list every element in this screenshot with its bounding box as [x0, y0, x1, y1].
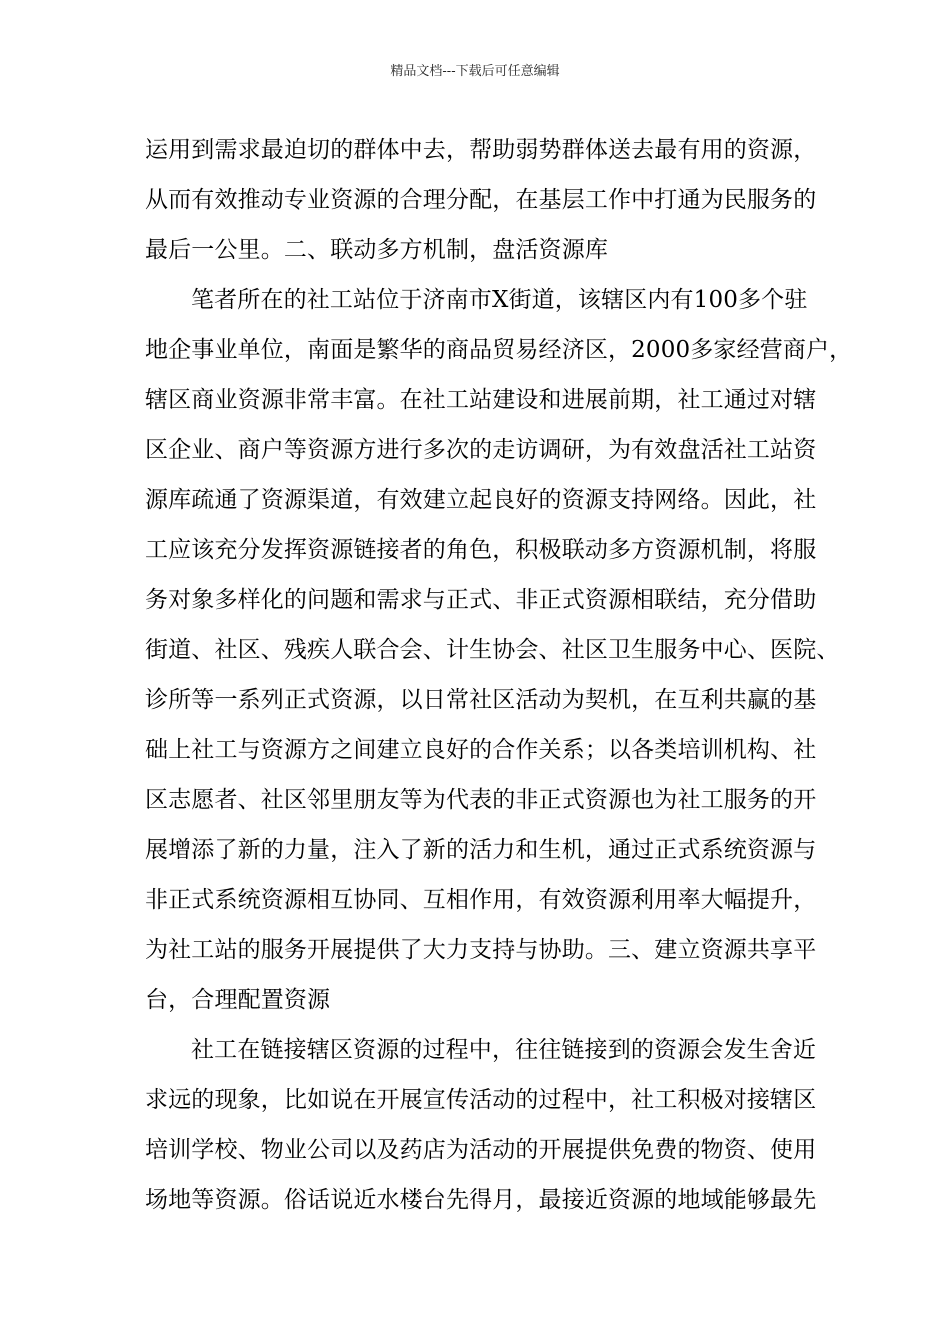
text-line: 源库疏通了资源渠道，有效建立起良好的资源支持网络。因此，社	[145, 487, 817, 513]
text-line: 培训学校、物业公司以及药店为活动的开展提供免费的物资、使用	[145, 1137, 817, 1163]
text-line: 础上社工与资源方之间建立良好的合作关系；以各类培训机构、社	[145, 737, 817, 763]
text-line: 辖区商业资源非常丰富。在社工站建设和进展前期，社工通过对辖	[145, 387, 817, 413]
text-line: 运用到需求最迫切的群体中去，帮助弱势群体送去最有用的资源，	[145, 137, 817, 163]
text-line: 诊所等一系列正式资源，以日常社区活动为契机，在互利共赢的基	[145, 687, 817, 713]
text-line: 街道、社区、残疾人联合会、计生协会、社区卫生服务中心、医院、	[145, 637, 840, 663]
text-line: 区志愿者、社区邻里朋友等为代表的非正式资源也为社工服务的开	[145, 787, 817, 813]
text-line: 为社工站的服务开展提供了大力支持与协助。三、建立资源共享平	[145, 937, 817, 963]
text-line: 展增添了新的力量，注入了新的活力和生机，通过正式系统资源与	[145, 837, 817, 863]
text-line: 务对象多样化的问题和需求与正式、非正式资源相联结，充分借助	[145, 587, 817, 613]
text-line: 台，合理配置资源	[145, 987, 331, 1013]
text-line: 场地等资源。俗话说近水楼台先得月，最接近资源的地域能够最先	[145, 1187, 817, 1213]
text-line: 求远的现象，比如说在开展宣传活动的过程中，社工积极对接辖区	[145, 1087, 817, 1113]
document-body	[145, 125, 853, 1225]
page-header: 精品文档---下载后可任意编辑	[390, 64, 560, 79]
paragraph-start-line: 笔者所在的社工站位于济南市X街道，该辖区内有100多个驻	[191, 287, 808, 313]
text-line: 工应该充分发挥资源链接者的角色，积极联动多方资源机制，将服	[145, 537, 817, 563]
text-line: 非正式系统资源相互协同、互相作用，有效资源利用率大幅提升，	[145, 887, 817, 913]
text-line: 最后一公里。二、联动多方机制，盘活资源库	[145, 237, 608, 263]
text-line: 地企事业单位，南面是繁华的商品贸易经济区，2000多家经营商户，	[145, 337, 853, 363]
text-line: 从而有效推动专业资源的合理分配，在基层工作中打通为民服务的	[145, 187, 817, 213]
text-line: 区企业、商户等资源方进行多次的走访调研，为有效盘活社工站资	[145, 437, 817, 463]
paragraph-start-line: 社工在链接辖区资源的过程中，往往链接到的资源会发生舍近	[191, 1037, 817, 1063]
